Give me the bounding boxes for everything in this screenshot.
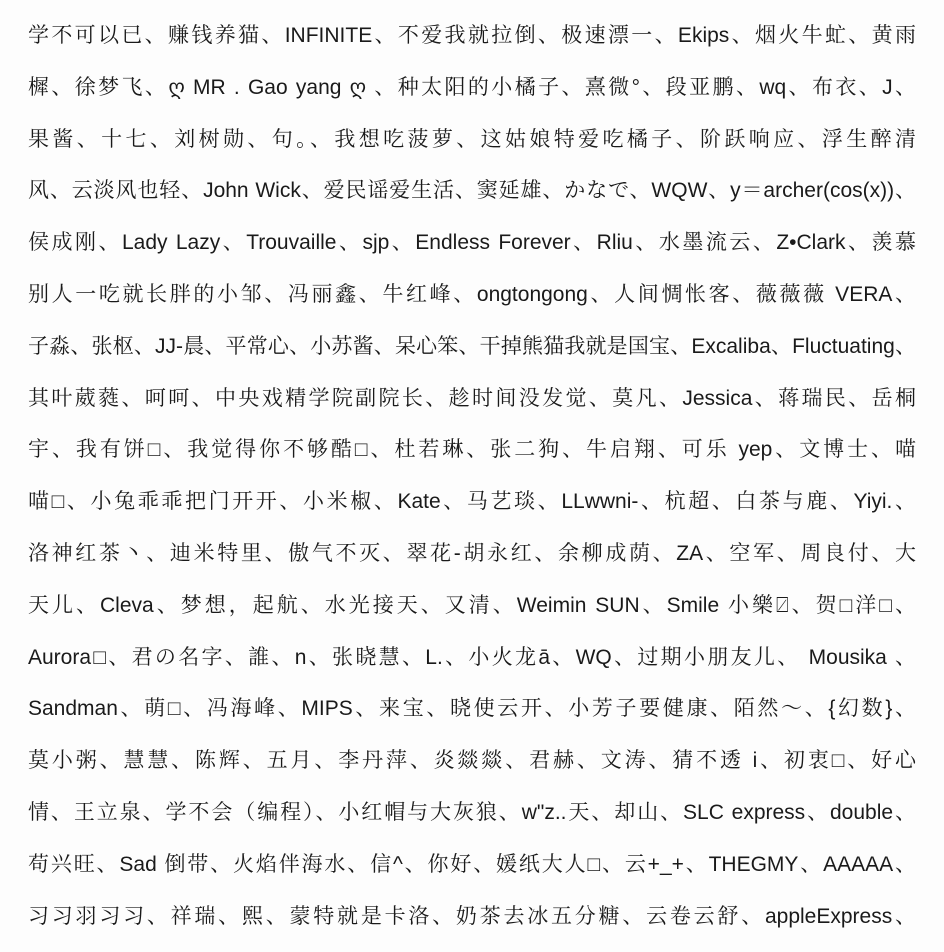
- text-line: 学不可以已、赚钱养猫、INFINITE、不爱我就拉倒、极速漂一、Ekips、烟火牛虻、黄雨: [28, 24, 916, 47]
- text-line: 天儿、Cleva、梦想，起航、水光接天、又清、Weimin SUN、Smile 小樂⍁、贺□洋□、: [28, 593, 916, 617]
- text-line: 风、云淡风也轻、John Wick、爱民谣爱生活、窦延雄、かなで、WQW、y＝archer(cos(x))、: [28, 179, 916, 203]
- text-line: 习习羽习习、祥瑞、熙、蒙特就是卡洛、奶茶去冰五分糖、云卷云舒、appleExpress、: [28, 904, 916, 928]
- text-line: Sandman、萌□、冯海峰、MIPS、来宝、晓使云开、小芳子要健康、陌然～、{幻数}、: [28, 697, 916, 721]
- text-line: 喵□、小兔乖乖把门开开、小米椒、Kate、马艺琰、LLwwni-、杭超、白茶与鹿、Yiyi.、: [28, 490, 916, 514]
- text-line: 情、王立泉、学不会（编程）、小红帽与大灰狼、w"z..天、却山、SLC express、double、: [28, 800, 916, 824]
- text-line: 侯成刚、Lady Lazy、Trouvaille、sjp、Endless Forever、Rliu、水墨流云、Z•Clark、羡慕: [28, 231, 916, 255]
- text-line: 别人一吃就长胖的小邹、冯丽鑫、牛红峰、ongtongong、人间惆怅客、薇薇薇 VERA、: [28, 282, 916, 306]
- text-line: 樨、徐梦飞、ღ MR . Gao yang ღ 、种太阳的小橘子、熹微°、段亚鹏、wq、布衣、J、: [28, 75, 916, 99]
- text-line: 果酱、十七、刘树勋、句。、我想吃菠萝、这姑娘特爱吃橘子、阶跃响应、浮生醉清: [28, 127, 916, 151]
- text-line: 苟兴旺、Sad 倒带、火焰伴海水、信^、你好、媛纸大人□、云+_+、THEGMY、AAAAA、: [28, 852, 916, 876]
- text-line: 子淼、张枢、JJ-晨、平常心、小苏酱、呆心笨、干掉熊猫我就是国宝、Excaliba、Fluctuating、: [28, 334, 916, 358]
- text-line: 其叶葳蕤、呵呵、中央戏精学院副院长、趁时间没发觉、莫凡、Jessica、蒋瑞民、岳桐: [28, 386, 916, 410]
- text-line: 宇、我有饼□、我觉得你不够酷□、杜若琳、张二狗、牛启翔、可乐 yep、文博士、喵: [28, 438, 916, 462]
- text-line: 洛神红茶丶、迪米特里、傲气不灭、翠花-胡永红、余柳成荫、ZA、空军、周良付、大: [28, 541, 916, 565]
- text-line: Aurora□、君の名字、誰、n、张晓慧、L.、小火龙ā、WQ、过期小朋友儿、 Mousika 、: [28, 645, 916, 669]
- text-line: 莫小粥、慧慧、陈辉、五月、李丹萍、炎燚燚、君赫、文涛、猜不透 i、初衷□、好心: [28, 749, 916, 773]
